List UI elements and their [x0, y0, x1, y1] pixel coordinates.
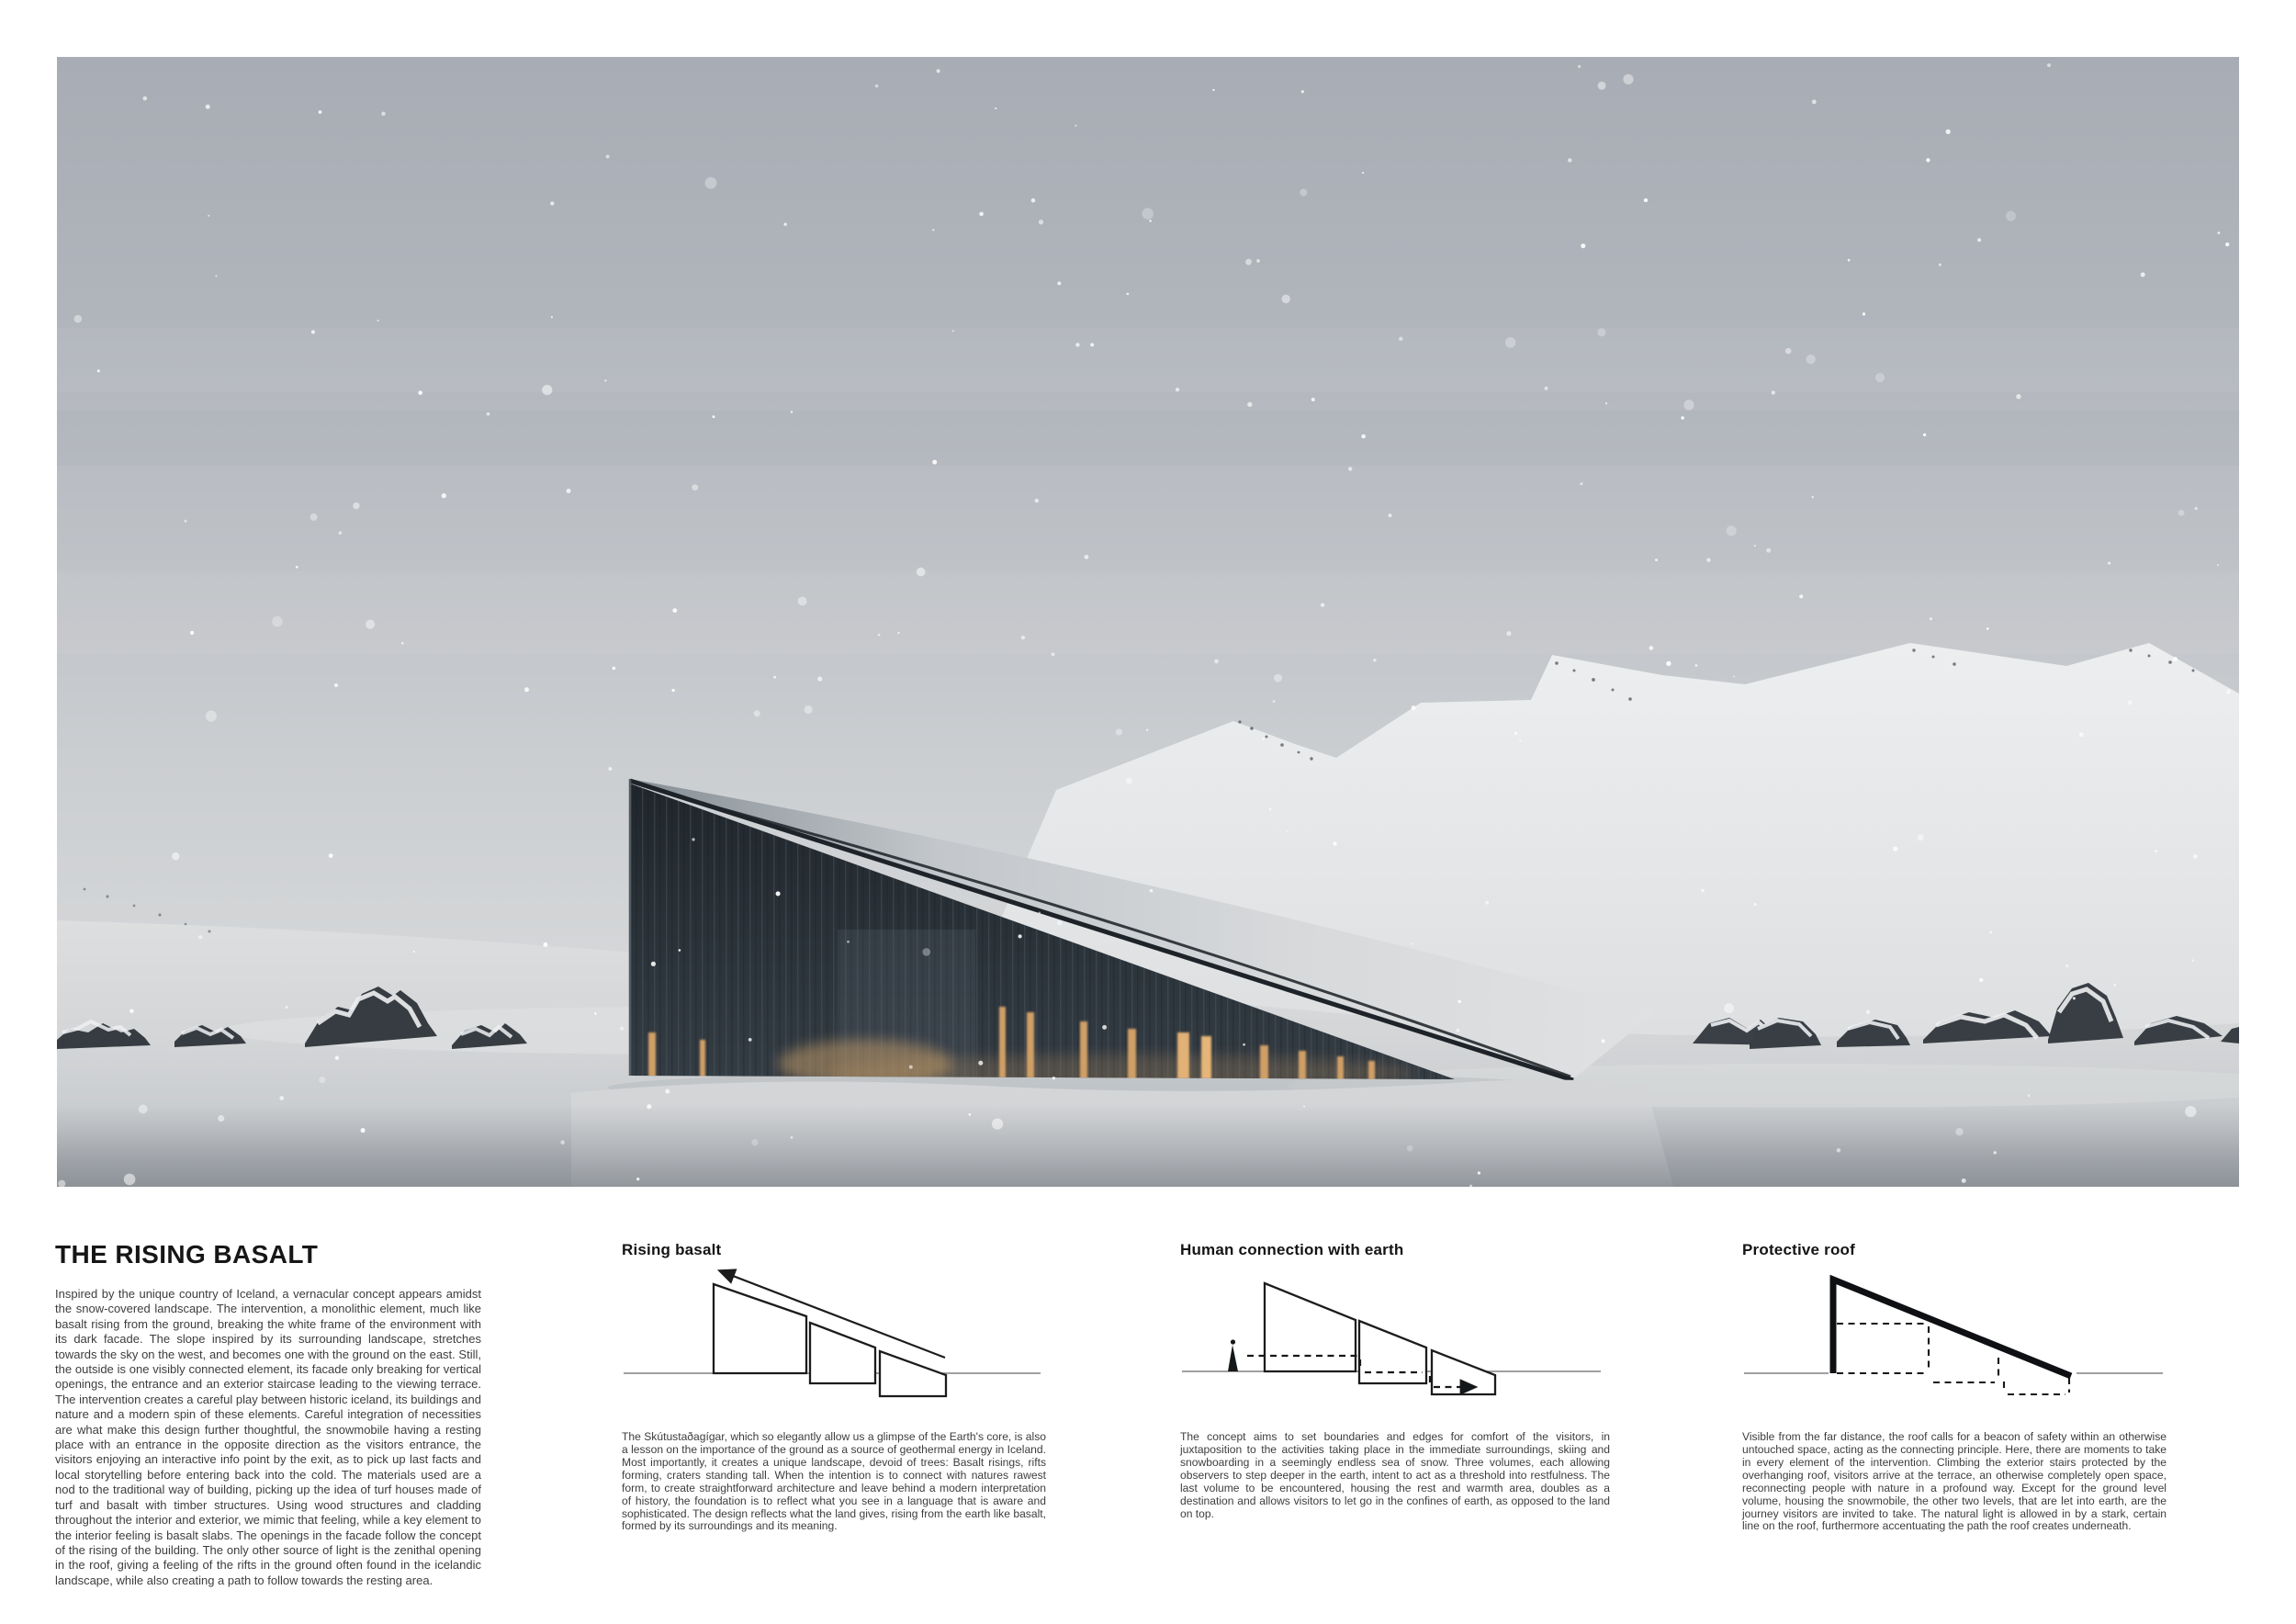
- volume-middle: [810, 1323, 875, 1383]
- caption-human-connection: The concept aims to set boundaries and edges for comfort of the visitors, in juxtaposition to the activities taking place in the immediate surroundings, skiing and snowboarding in a seemingly endless sea of snow. Three volumes, each allowing observers to step deeper in the earth, intent to act as a threshold into restfulness. The last volume to be encountered, housing the rest and warmth area, doubles as a destination and allows visitors to let go in the confines of earth, as opposed to the land on top.: [1180, 1430, 1610, 1520]
- caption-rising-basalt: The Skútustaðagígar, which so elegantly allow us a glimpse of the Earth's core, is also a lesson on the importance of the ground as a source of geothermal energy in Iceland. Most importantly, it creates a unique landscape, devoid of trees: Basalt risings, rifts forming, craters standing tall. When the intention is to connect with natures rawest form, to create straightforward architecture and leave behind a modern interpretation of history, the foundation is to reflect what you see in a language that is aware and sophisticated. The design reflects what the land gives, rising from the earth like basalt, formed by its surroundings and its meaning.: [622, 1430, 1046, 1533]
- caption-protective-roof: Visible from the far distance, the roof calls for a beacon of safety within an otherwise untouched space, acting as the connecting principle. Here, there are moments to take in every element of the intervention. Climbing the exterior stairs protected by the overhanging roof, visitors arrive at the terrace, an otherwise completely open space, reconnecting people with nature in a profound way. Except for the ground level volume, housing the snowmobile, the other two levels, that are let into earth, are the journey visitors are invited to take. The natural light is allowed in by a stark, certain line on the roof, furthermore accentuating the path the roof creates underneath.: [1742, 1430, 2167, 1533]
- diagram-protective-roof: [1742, 1268, 2167, 1405]
- person-figure: [1228, 1339, 1238, 1371]
- volume-large: [1265, 1283, 1356, 1371]
- roof-profile: [1833, 1280, 2071, 1376]
- heading-human-connection: Human connection with earth: [1180, 1241, 1404, 1259]
- heading-rising-basalt: Rising basalt: [622, 1241, 722, 1259]
- diagram-human-connection: [1180, 1268, 1604, 1405]
- intro-paragraph: Inspired by the unique country of Iceland, a vernacular concept appears amidst the snow-covered landscape. The intervention, a monolithic element, much like basalt rising from the ground, breaking the white frame of the environment with its dark facade. The slope inspired by its surrounding landscape, stretches towards the sky on the west, and becomes one with the ground on the east. Still, the outside is one visibly connected element, its facade only breaking for vertical openings, the entrance and an exterior staircase leading to the viewing terrace. The intervention creates a careful play between historic iceland, its buildings and nature and a modern spin of these elements. Careful integration of necessities are what make this design further thoughtful, the snowmobile having a resting place with an entrance in the opposite direction as the visitors entrance, the visitors enjoying an interactive info point by the exit, as to pick up last facts and local storytelling before entering back into the cold. The materials used are a nod to the traditional way of building, picking up the idea of turf houses made of turf and basalt with timber structures. Using wood structures and cladding throughout the interior and exterior, we mimic that feeling, while a key element to the interior feeling is basalt slabs. The openings in the facade follow the concept of the rising of the building. The only other source of light is the zenithal opening in the roof, giving a feeling of the rifts in the ground often found in the icelandic landscape, while also creating a path to follow towards the resting area.: [55, 1287, 481, 1587]
- heading-protective-roof: Protective roof: [1742, 1241, 1855, 1259]
- volume-small: [880, 1351, 946, 1396]
- page-title: THE RISING BASALT: [55, 1239, 319, 1269]
- volume-small: [1432, 1350, 1495, 1394]
- hero-image: [57, 57, 2239, 1187]
- foreground-shade: [57, 1104, 2239, 1187]
- volume-large: [714, 1284, 806, 1373]
- volume-middle: [1359, 1321, 1426, 1383]
- diagram-rising-basalt: [622, 1268, 1046, 1405]
